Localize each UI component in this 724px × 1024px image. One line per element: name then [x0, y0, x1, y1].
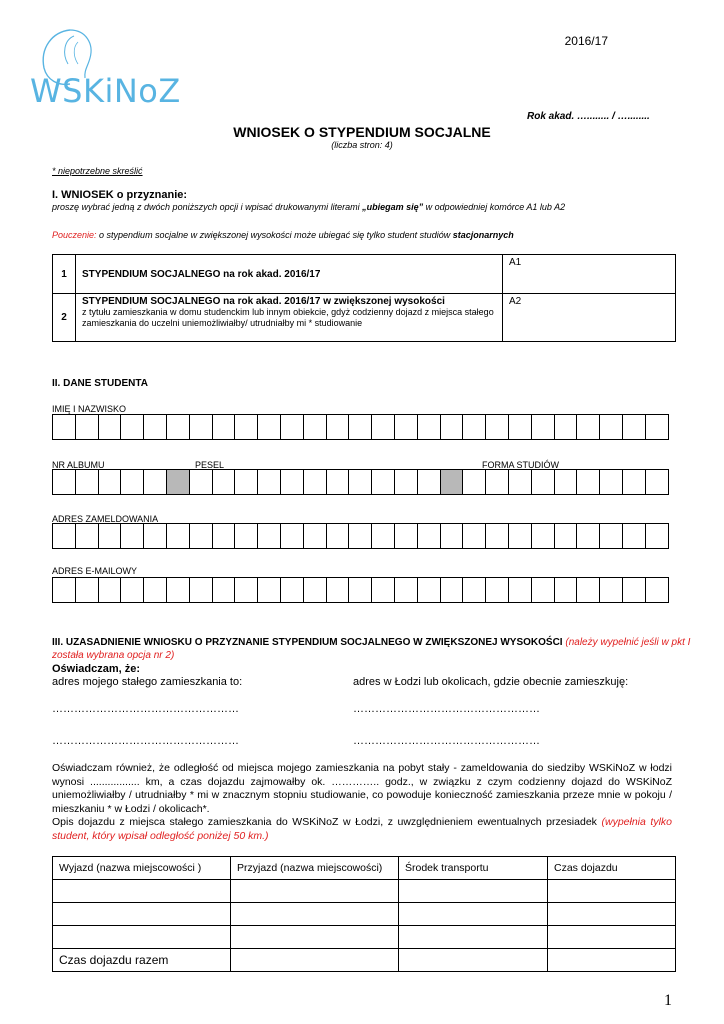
- char-box[interactable]: [418, 469, 441, 495]
- forma-label: FORMA STUDIÓW: [482, 460, 559, 470]
- email-label: ADRES E-MAILOWY: [52, 566, 138, 576]
- document-title: WNIOSEK O STYPENDIUM SOCJALNE: [233, 124, 491, 140]
- char-box[interactable]: [600, 414, 623, 440]
- col-transport: Środek transportu: [399, 857, 548, 880]
- char-box[interactable]: [555, 577, 578, 603]
- oswiadczam-label: Oświadczam, że:: [52, 663, 141, 675]
- current-address-line-1[interactable]: ……………………………………………: [353, 703, 540, 715]
- table-cell[interactable]: [399, 880, 548, 903]
- table-cell[interactable]: [53, 926, 231, 949]
- char-box[interactable]: [463, 414, 486, 440]
- char-box[interactable]: [121, 523, 144, 549]
- table-cell[interactable]: [399, 926, 548, 949]
- table-cell[interactable]: [53, 880, 231, 903]
- char-box[interactable]: [167, 469, 190, 495]
- char-box[interactable]: [327, 469, 350, 495]
- char-box[interactable]: [623, 469, 646, 495]
- char-box[interactable]: [213, 469, 236, 495]
- section1-instructions: [52, 202, 565, 212]
- char-box[interactable]: [167, 577, 190, 603]
- char-box[interactable]: [258, 577, 281, 603]
- option-title: [76, 255, 503, 294]
- pouczenie: [52, 230, 514, 240]
- page-number: 1: [664, 992, 672, 1009]
- travel-description-note: (wypełnia tylko student, który wpisał odległość poniżej 50 km.): [52, 816, 672, 842]
- pesel-label: PESEL: [195, 460, 225, 470]
- section3-title-text: III. UZASADNIENIE WNIOSKU O PRZYZNANIE STYPENDIUM SOCJALNEGO W ZWIĘKSZONEJ WYSOKOŚCI: [52, 637, 566, 648]
- option-row: [53, 255, 676, 294]
- char-box[interactable]: [327, 414, 350, 440]
- char-box[interactable]: [99, 577, 122, 603]
- char-box[interactable]: [646, 414, 669, 440]
- table-row: [53, 926, 676, 949]
- option-title: [76, 294, 503, 342]
- char-box[interactable]: [304, 469, 327, 495]
- char-box[interactable]: [76, 414, 99, 440]
- permanent-address-line-2[interactable]: ……………………………………………: [52, 735, 239, 747]
- permanent-address-line-1[interactable]: ……………………………………………: [52, 703, 239, 715]
- char-box[interactable]: [509, 414, 532, 440]
- char-box[interactable]: [646, 469, 669, 495]
- char-box[interactable]: [76, 469, 99, 495]
- char-box[interactable]: [349, 523, 372, 549]
- char-box[interactable]: [486, 523, 509, 549]
- char-box[interactable]: [304, 523, 327, 549]
- pouczenie-text: o stypendium socjalne w zwiększonej wysokości może ubiegać się tylko student studiów: [96, 230, 453, 240]
- char-box[interactable]: [395, 577, 418, 603]
- char-box[interactable]: [600, 523, 623, 549]
- char-box[interactable]: [600, 469, 623, 495]
- char-box[interactable]: [623, 414, 646, 440]
- char-box[interactable]: [349, 469, 372, 495]
- char-box[interactable]: [577, 523, 600, 549]
- char-box[interactable]: [281, 469, 304, 495]
- char-box[interactable]: [121, 577, 144, 603]
- char-box[interactable]: [372, 523, 395, 549]
- char-box[interactable]: [441, 414, 464, 440]
- document-subtitle: (liczba stron: 4): [331, 140, 393, 150]
- table-cell[interactable]: [548, 880, 676, 903]
- char-box[interactable]: [646, 577, 669, 603]
- char-box[interactable]: [76, 523, 99, 549]
- col-arrival: Przyjazd (nazwa miejscowości): [231, 857, 399, 880]
- char-box[interactable]: [623, 577, 646, 603]
- char-box[interactable]: [555, 523, 578, 549]
- section3-title: [52, 636, 692, 662]
- travel-description: [52, 816, 672, 843]
- char-box[interactable]: [190, 414, 213, 440]
- char-box[interactable]: [486, 577, 509, 603]
- col-departure: Wyjazd (nazwa miejscowości ): [53, 857, 231, 880]
- table-cell[interactable]: [231, 903, 399, 926]
- char-box[interactable]: [418, 523, 441, 549]
- char-box[interactable]: [144, 469, 167, 495]
- char-box[interactable]: [235, 469, 258, 495]
- char-box[interactable]: [463, 523, 486, 549]
- table-cell[interactable]: [548, 903, 676, 926]
- char-box[interactable]: [258, 414, 281, 440]
- option-number: 2: [53, 294, 76, 342]
- pouczenie-label: Pouczenie:: [52, 230, 97, 240]
- total-row: [53, 949, 676, 972]
- travel-header-row: [53, 857, 676, 880]
- current-address-line-2[interactable]: ……………………………………………: [353, 735, 540, 747]
- char-box[interactable]: [646, 523, 669, 549]
- char-box[interactable]: [577, 414, 600, 440]
- option-cell-a2[interactable]: A2: [503, 294, 676, 342]
- address-grid[interactable]: [52, 523, 669, 549]
- declaration-paragraph: [52, 762, 672, 843]
- table-cell[interactable]: [399, 949, 548, 972]
- char-box[interactable]: [258, 523, 281, 549]
- option-row: [53, 294, 676, 342]
- char-box[interactable]: [372, 577, 395, 603]
- char-box[interactable]: [144, 577, 167, 603]
- option-desc: z tytułu zamieszkania w domu studenckim lub innym obiekcie, gdyż codzienny dojazd z miejsca stałego zamieszkania do uczelni uniemożliwiałby/ utrudniałby mi * studiowanie: [82, 307, 494, 328]
- char-box[interactable]: [577, 577, 600, 603]
- char-box[interactable]: [144, 414, 167, 440]
- table-cell[interactable]: [231, 926, 399, 949]
- instr-bold: „ubiegam się”: [362, 202, 424, 212]
- char-box[interactable]: [441, 523, 464, 549]
- section1-title: I. WNIOSEK o przyznanie:: [52, 189, 188, 201]
- char-box[interactable]: [190, 469, 213, 495]
- char-box[interactable]: [372, 469, 395, 495]
- char-box[interactable]: [395, 469, 418, 495]
- char-box[interactable]: [235, 414, 258, 440]
- char-box[interactable]: [532, 523, 555, 549]
- table-row: [53, 903, 676, 926]
- char-box[interactable]: [441, 469, 464, 495]
- char-box[interactable]: [53, 469, 76, 495]
- col-travel-time: Czas dojazdu: [548, 857, 676, 880]
- char-box[interactable]: [486, 414, 509, 440]
- char-box[interactable]: [235, 577, 258, 603]
- char-box[interactable]: [349, 414, 372, 440]
- char-box[interactable]: [577, 469, 600, 495]
- char-box[interactable]: [53, 577, 76, 603]
- char-box[interactable]: [99, 523, 122, 549]
- char-box[interactable]: [144, 523, 167, 549]
- table-cell[interactable]: [53, 903, 231, 926]
- logo-text: WSKiNoZ: [30, 72, 181, 110]
- name-grid[interactable]: [52, 414, 669, 440]
- char-box[interactable]: [167, 523, 190, 549]
- char-box[interactable]: [327, 577, 350, 603]
- option-cell-a1[interactable]: A1: [503, 255, 676, 294]
- album-label: NR ALBUMU: [52, 460, 105, 470]
- char-box[interactable]: [213, 414, 236, 440]
- section3-title-note: (należy wypełnić jeśli w pkt I została wybrana opcja nr 2): [52, 637, 691, 661]
- char-box[interactable]: [121, 414, 144, 440]
- declaration-text: Oświadczam również, że odległość od miejsca mojego zamieszkania na pobyt stały - zameldowania do siedziby WSKiNoZ w łodzi wynosi ................. km, a czas dojazdu zajmowałby ok. ………….. godz., w związku z czym codzienny dojazd do WSKiNoZ uniemożliwiałby / utrudniałby * mi w znacznym stopniu studiowanie, co powoduje konieczność zamieszkania przeze mnie w pokoju / mieszkaniu * w Łodzi / okolicach*.: [52, 762, 672, 815]
- char-box[interactable]: [235, 523, 258, 549]
- album-pesel-forma-grid[interactable]: [52, 469, 669, 495]
- char-box[interactable]: [121, 469, 144, 495]
- char-box[interactable]: [532, 414, 555, 440]
- char-box[interactable]: [532, 577, 555, 603]
- char-box[interactable]: [99, 469, 122, 495]
- char-box[interactable]: [281, 414, 304, 440]
- table-cell[interactable]: [231, 949, 399, 972]
- char-box[interactable]: [304, 577, 327, 603]
- char-box[interactable]: [509, 577, 532, 603]
- char-box[interactable]: [395, 523, 418, 549]
- table-cell[interactable]: [548, 926, 676, 949]
- academic-year: 2016/17: [564, 34, 608, 48]
- pouczenie-bold: stacjonarnych: [452, 230, 514, 240]
- travel-table: [52, 856, 676, 972]
- char-box[interactable]: [463, 469, 486, 495]
- table-cell[interactable]: [399, 903, 548, 926]
- char-box[interactable]: [190, 523, 213, 549]
- name-label: IMIĘ I NAZWISKO: [52, 404, 127, 414]
- char-box[interactable]: [441, 577, 464, 603]
- option-number: 1: [53, 255, 76, 294]
- permanent-address-label: adres mojego stałego zamieszkania to:: [52, 676, 243, 688]
- option-title-text: STYPENDIUM SOCJALNEGO na rok akad. 2016/17: [82, 268, 321, 280]
- char-box[interactable]: [395, 414, 418, 440]
- char-box[interactable]: [190, 577, 213, 603]
- table-cell[interactable]: [548, 949, 676, 972]
- char-box[interactable]: [509, 469, 532, 495]
- instr-text: proszę wybrać jedną z dwóch poniższych opcji i wpisać drukowanymi literami: [52, 202, 363, 212]
- char-box[interactable]: [600, 577, 623, 603]
- current-address-label: adres w Łodzi lub okolicach, gdzie obecnie zamieszkuję:: [353, 676, 629, 688]
- email-grid[interactable]: [52, 577, 669, 603]
- char-box[interactable]: [99, 414, 122, 440]
- address-label: ADRES ZAMELDOWANIA: [52, 514, 159, 524]
- table-row: [53, 880, 676, 903]
- char-box[interactable]: [281, 523, 304, 549]
- char-box[interactable]: [53, 414, 76, 440]
- char-box[interactable]: [418, 577, 441, 603]
- char-box[interactable]: [486, 469, 509, 495]
- instr-text-end: w odpowiedniej komórce A1 lub A2: [423, 202, 566, 212]
- options-table: [52, 254, 676, 342]
- footnote-strike: * niepotrzebne skreślić: [52, 166, 143, 176]
- char-box[interactable]: [281, 577, 304, 603]
- char-box[interactable]: [304, 414, 327, 440]
- char-box[interactable]: [372, 414, 395, 440]
- char-box[interactable]: [463, 577, 486, 603]
- table-cell[interactable]: [231, 880, 399, 903]
- char-box[interactable]: [509, 523, 532, 549]
- char-box[interactable]: [532, 469, 555, 495]
- char-box[interactable]: [555, 414, 578, 440]
- char-box[interactable]: [349, 577, 372, 603]
- char-box[interactable]: [213, 577, 236, 603]
- section2-title: II. DANE STUDENTA: [52, 378, 148, 389]
- char-box[interactable]: [53, 523, 76, 549]
- char-box[interactable]: [623, 523, 646, 549]
- char-box[interactable]: [167, 414, 190, 440]
- char-box[interactable]: [555, 469, 578, 495]
- travel-description-text: Opis dojazdu z miejsca stałego zamieszkania do WSKiNoZ w Łodzi, z uwzględnieniem ewentualnych przesiadek: [52, 816, 602, 828]
- rok-akad-field[interactable]: Rok akad. …........ / …........: [527, 111, 650, 122]
- char-box[interactable]: [213, 523, 236, 549]
- char-box[interactable]: [258, 469, 281, 495]
- char-box[interactable]: [418, 414, 441, 440]
- char-box[interactable]: [76, 577, 99, 603]
- total-label: Czas dojazdu razem: [53, 949, 231, 972]
- option-title-text: STYPENDIUM SOCJALNEGO na rok akad. 2016/17 w zwiększonej wysokości: [82, 296, 445, 307]
- char-box[interactable]: [327, 523, 350, 549]
